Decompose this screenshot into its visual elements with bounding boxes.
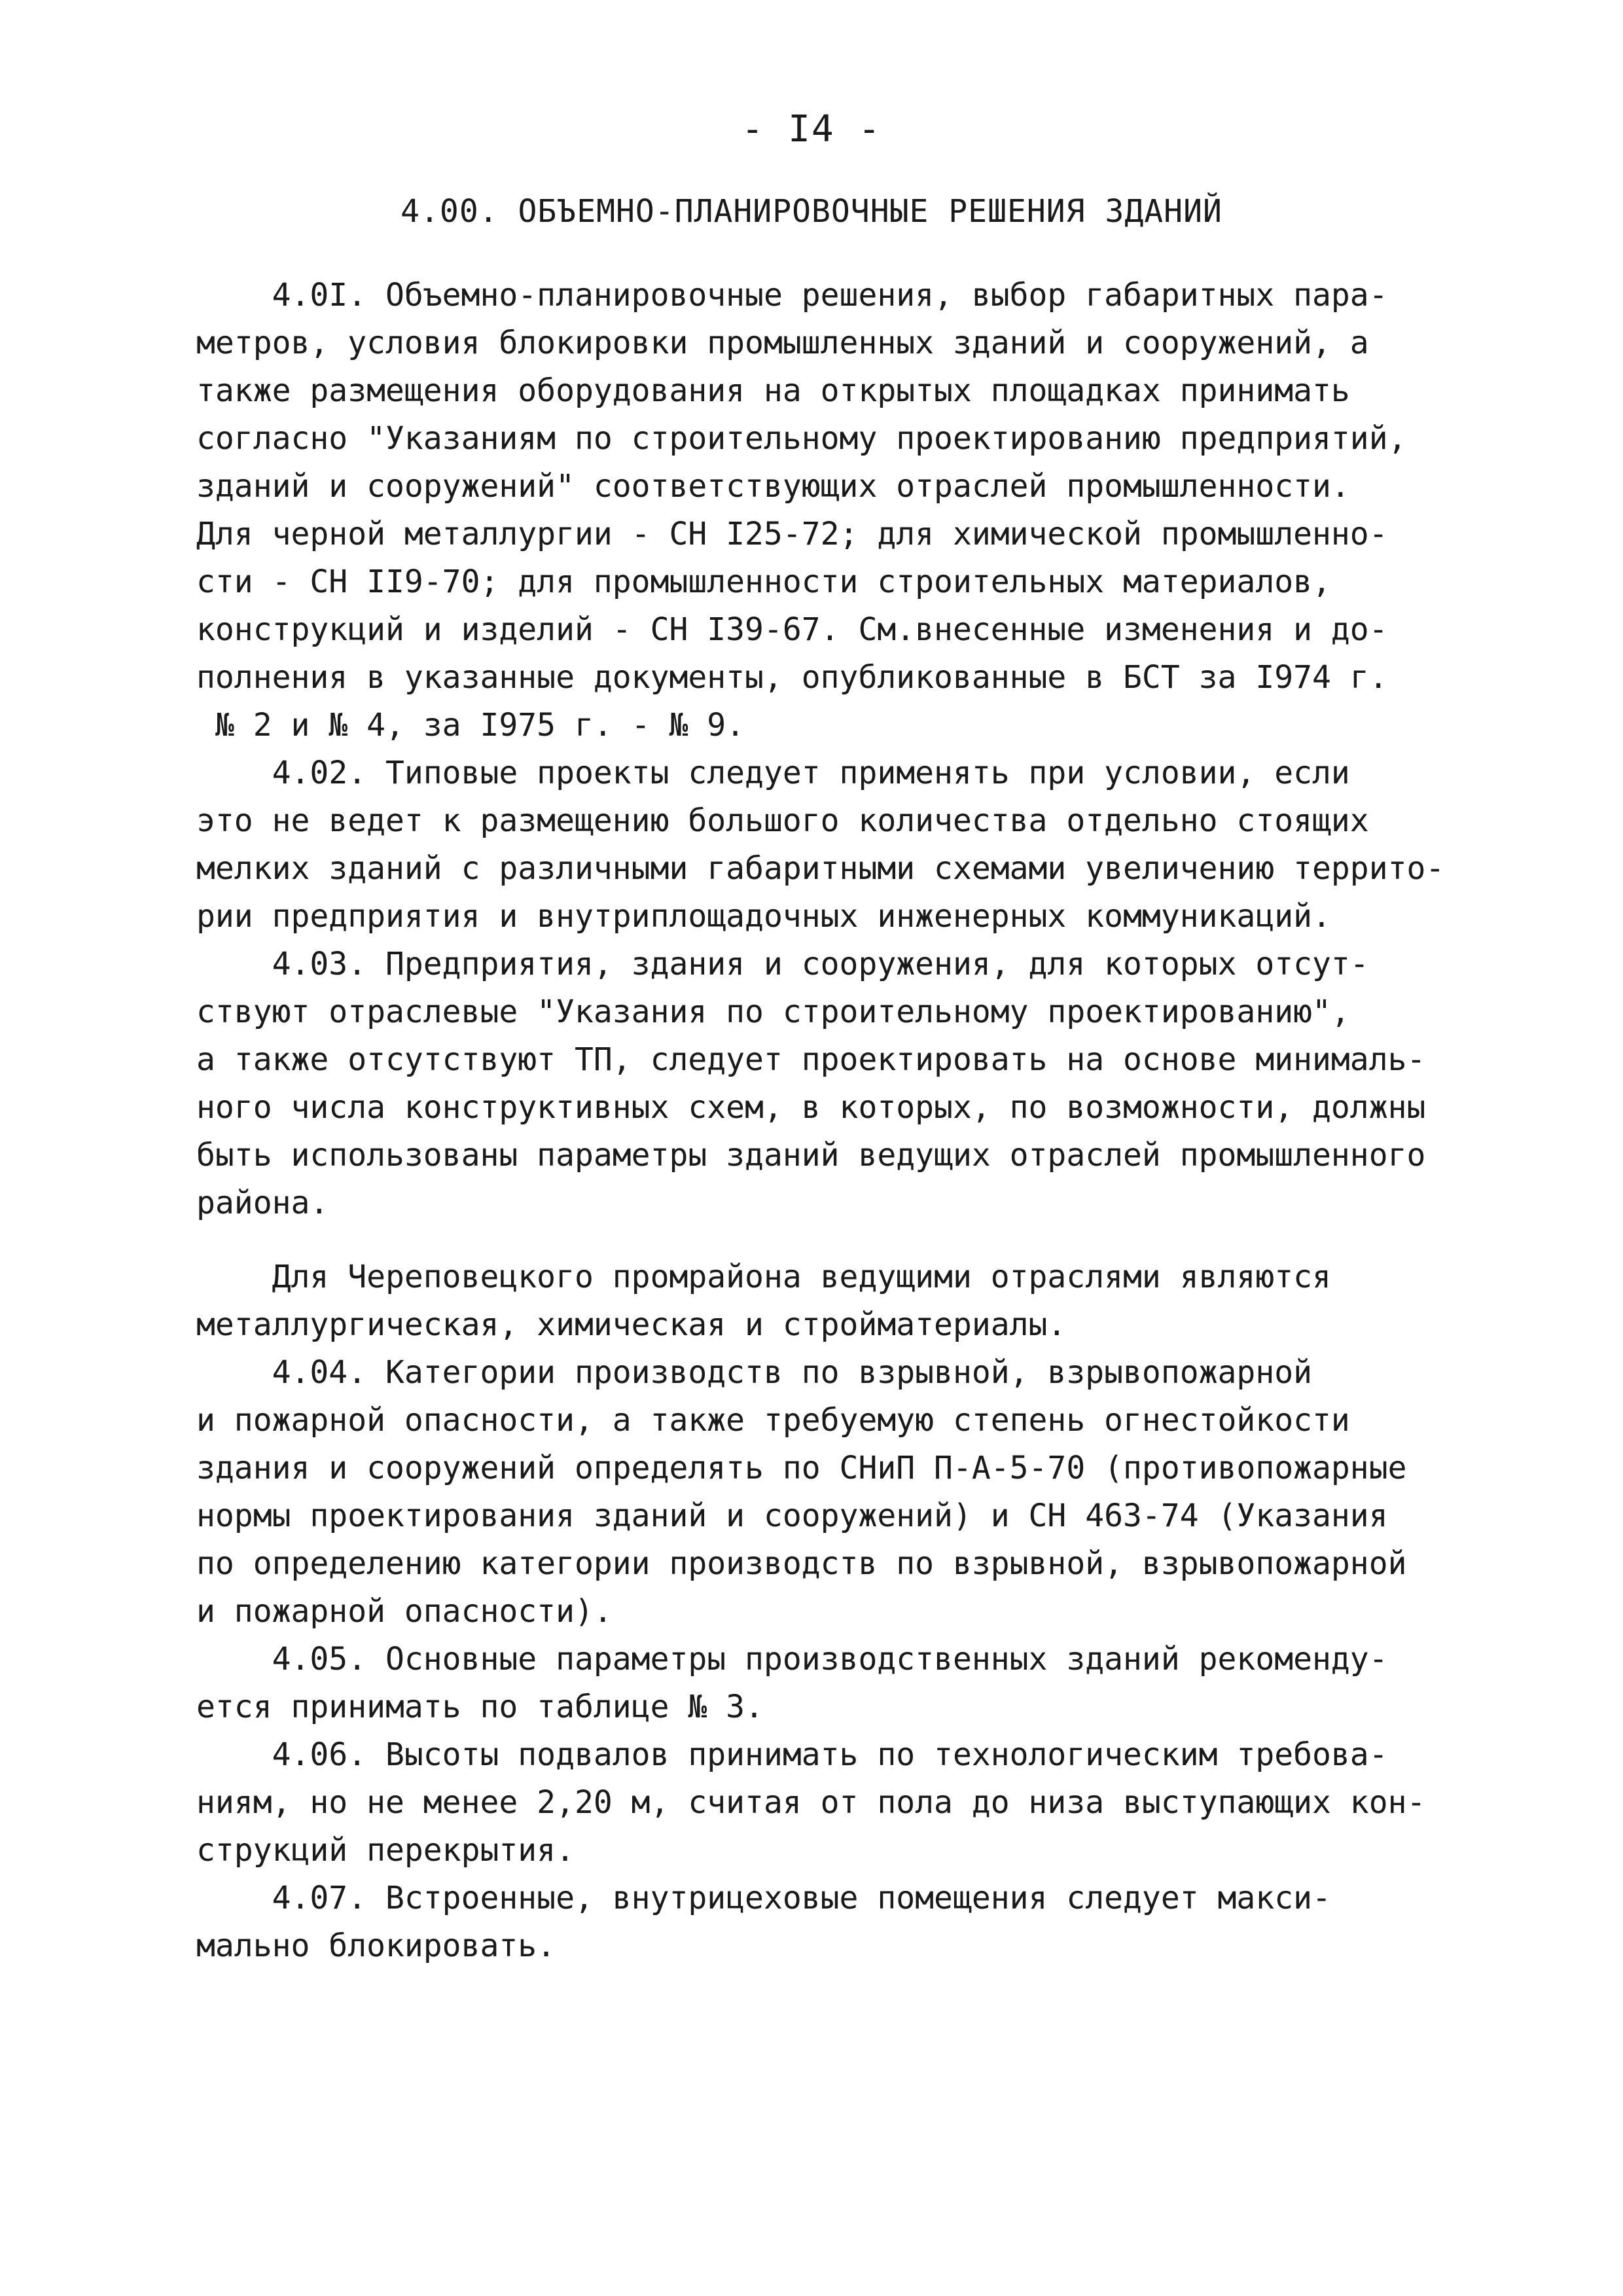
text-line: ного числа конструктивных схем, в которых, по возможности, должны	[196, 1089, 1426, 1126]
text-line: ствуют отраслевые "Указания по строительному проектированию",	[196, 994, 1350, 1030]
text-line: согласно "Указаниям по строительному проектированию предприятий,	[196, 420, 1407, 457]
text-line: мелких зданий с различными габаритными схемами увеличению террито-	[196, 850, 1445, 887]
text-line: быть использованы параметры зданий ведущих отраслей промышленного	[196, 1137, 1426, 1174]
text-line: 4.03. Предприятия, здания и сооружения, для которых отсут-	[196, 946, 1369, 982]
text-line: также размещения оборудования на открытых площадках принимать	[196, 372, 1350, 409]
text-line: а также отсутствуют ТП, следует проектировать на основе минималь-	[196, 1041, 1426, 1078]
text-line: района.	[196, 1185, 329, 1221]
text-line: струкций перекрытия.	[196, 1832, 575, 1869]
text-line: нормы проектирования зданий и сооружений) и СН 463-74 (Указания	[196, 1498, 1388, 1534]
text-line: 4.07. Встроенные, внутрицеховые помещения следует макси-	[196, 1880, 1331, 1916]
text-line: 4.0I. Объемно-планировочные решения, выбор габаритных пара-	[196, 277, 1388, 314]
page-number: - I4 -	[741, 108, 882, 151]
text-line: Для черной металлургии - СН I25-72; для химической промышленно-	[196, 516, 1388, 552]
section-heading: 4.00. ОБЪЕМНО-ПЛАНИРОВОЧНЫЕ РЕШЕНИЯ ЗДАНИЙ	[401, 193, 1222, 230]
text-line: и пожарной опасности, а также требуемую степень огнестойкости	[196, 1402, 1350, 1439]
text-line: это не ведет к размещению большого количества отдельно стоящих	[196, 802, 1369, 839]
paragraph-gap	[196, 1227, 1492, 1253]
text-line: 4.04. Категории производств по взрывной, взрывопожарной	[196, 1354, 1313, 1391]
text-line: 4.06. Высоты подвалов принимать по технологическим требова-	[196, 1736, 1388, 1773]
text-line: мально блокировать.	[196, 1928, 556, 1964]
text-line: здания и сооружений определять по СНиП П-А-5-70 (противопожарные	[196, 1450, 1407, 1486]
text-line: 4.05. Основные параметры производственных зданий рекоменду-	[196, 1641, 1388, 1677]
text-line: ниям, но не менее 2,20 м, считая от пола до низа выступающих кон-	[196, 1784, 1426, 1821]
text-line: рии предприятия и внутриплощадочных инженерных коммуникаций.	[196, 898, 1331, 935]
text-line: 4.02. Типовые проекты следует применять при условии, если	[196, 755, 1350, 791]
text-line: по определению категории производств по взрывной, взрывопожарной	[196, 1545, 1407, 1582]
text-line: полнения в указанные документы, опубликованные в БСТ за I974 г.	[196, 659, 1388, 696]
text-line: и пожарной опасности).	[196, 1593, 613, 1630]
text-line: № 2 и № 4, за I975 г. - № 9.	[196, 707, 745, 744]
text-line: зданий и сооружений" соответствующих отраслей промышленности.	[196, 468, 1350, 505]
document-body	[196, 272, 1492, 1970]
text-line: металлургическая, химическая и стройматериалы.	[196, 1306, 1067, 1343]
text-line: Для Череповецкого промрайона ведущими отраслями являются	[196, 1259, 1331, 1295]
text-line: ется принимать по таблице № 3.	[196, 1689, 764, 1725]
text-line: метров, условия блокировки промышленных зданий и сооружений, а	[196, 325, 1369, 361]
text-line: конструкций и изделий - СН I39-67. См.внесенные изменения и до-	[196, 611, 1388, 648]
text-line: сти - СН II9-70; для промышленности строительных материалов,	[196, 564, 1331, 600]
